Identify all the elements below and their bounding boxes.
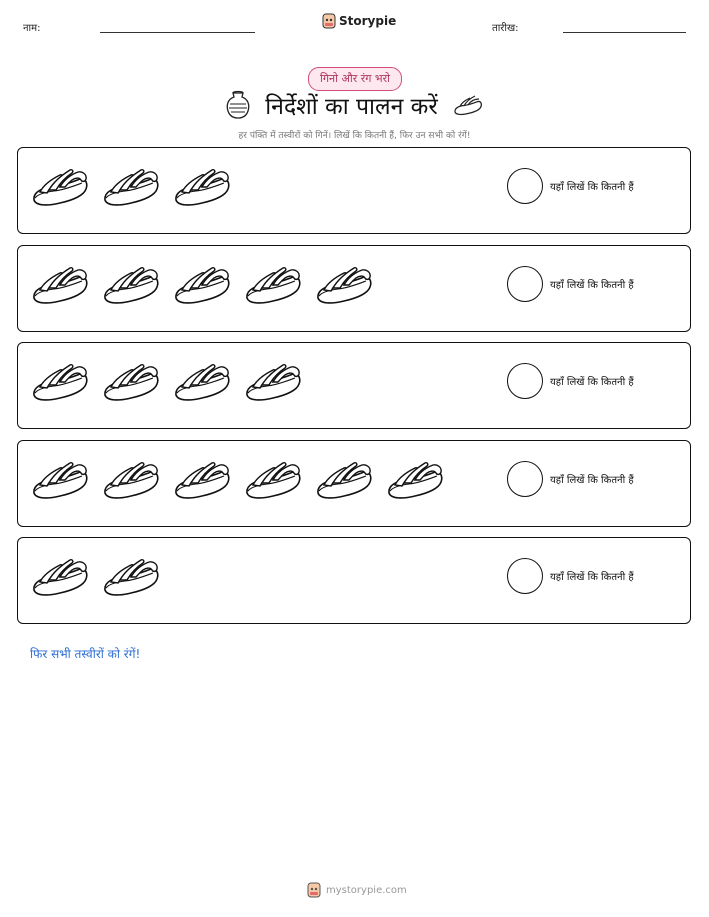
page-title: निर्देशों का पालन करें bbox=[265, 94, 438, 120]
sandal-icon bbox=[101, 162, 161, 216]
sandal-icon bbox=[452, 93, 484, 117]
date-label: तारीख: bbox=[492, 23, 519, 34]
answer-label: यहाँ लिखें कि कितनी हैं bbox=[550, 475, 634, 486]
answer-circle[interactable] bbox=[507, 363, 543, 399]
sandal-icon bbox=[30, 455, 90, 509]
clay-pot-icon bbox=[225, 90, 251, 120]
storypie-logo-icon bbox=[322, 13, 336, 29]
sandal-icon bbox=[172, 357, 232, 411]
answer-label: यहाँ लिखें कि कितनी हैं bbox=[550, 377, 634, 388]
sandal-icon bbox=[243, 455, 303, 509]
brand-logo bbox=[322, 13, 396, 29]
sandal-icon bbox=[101, 455, 161, 509]
sandal-icon bbox=[101, 552, 161, 606]
count-row bbox=[17, 537, 691, 624]
brand-name: Storypie bbox=[339, 14, 397, 28]
name-label: नाम: bbox=[23, 23, 41, 34]
storypie-logo-icon bbox=[307, 882, 321, 898]
sandal-icon bbox=[172, 455, 232, 509]
sandal-icon bbox=[101, 357, 161, 411]
sandal-icon bbox=[314, 455, 374, 509]
sandal-icon bbox=[243, 260, 303, 314]
answer-circle[interactable] bbox=[507, 266, 543, 302]
sandal-icon bbox=[172, 260, 232, 314]
date-line[interactable] bbox=[563, 32, 686, 33]
count-row bbox=[17, 342, 691, 429]
title-row bbox=[0, 89, 709, 121]
activity-badge: गिनो और रंग भरो bbox=[308, 67, 402, 91]
name-line[interactable] bbox=[100, 32, 255, 33]
footer-instruction: फिर सभी तस्वीरों को रंगें! bbox=[30, 647, 141, 661]
sandal-icon bbox=[30, 552, 90, 606]
site-url: mystorypie.com bbox=[326, 884, 407, 896]
count-row bbox=[17, 147, 691, 234]
sandal-icon bbox=[30, 357, 90, 411]
count-row bbox=[17, 440, 691, 527]
answer-circle[interactable] bbox=[507, 168, 543, 204]
sandal-icon bbox=[243, 357, 303, 411]
answer-label: यहाँ लिखें कि कितनी हैं bbox=[550, 182, 634, 193]
sandal-icon bbox=[172, 162, 232, 216]
count-row bbox=[17, 245, 691, 332]
sandal-icon bbox=[30, 162, 90, 216]
answer-label: यहाँ लिखें कि कितनी हैं bbox=[550, 280, 634, 291]
answer-circle[interactable] bbox=[507, 461, 543, 497]
answer-label: यहाँ लिखें कि कितनी हैं bbox=[550, 572, 634, 583]
sandal-icon bbox=[385, 455, 445, 509]
instructions: हर पंक्ति में तस्वीरों को गिनें। लिखें कि कितनी हैं, फिर उन सभी को रंगें! bbox=[238, 131, 471, 141]
sandal-icon bbox=[30, 260, 90, 314]
sandal-icon bbox=[101, 260, 161, 314]
sandal-icon bbox=[314, 260, 374, 314]
site-footer bbox=[307, 882, 407, 898]
answer-circle[interactable] bbox=[507, 558, 543, 594]
